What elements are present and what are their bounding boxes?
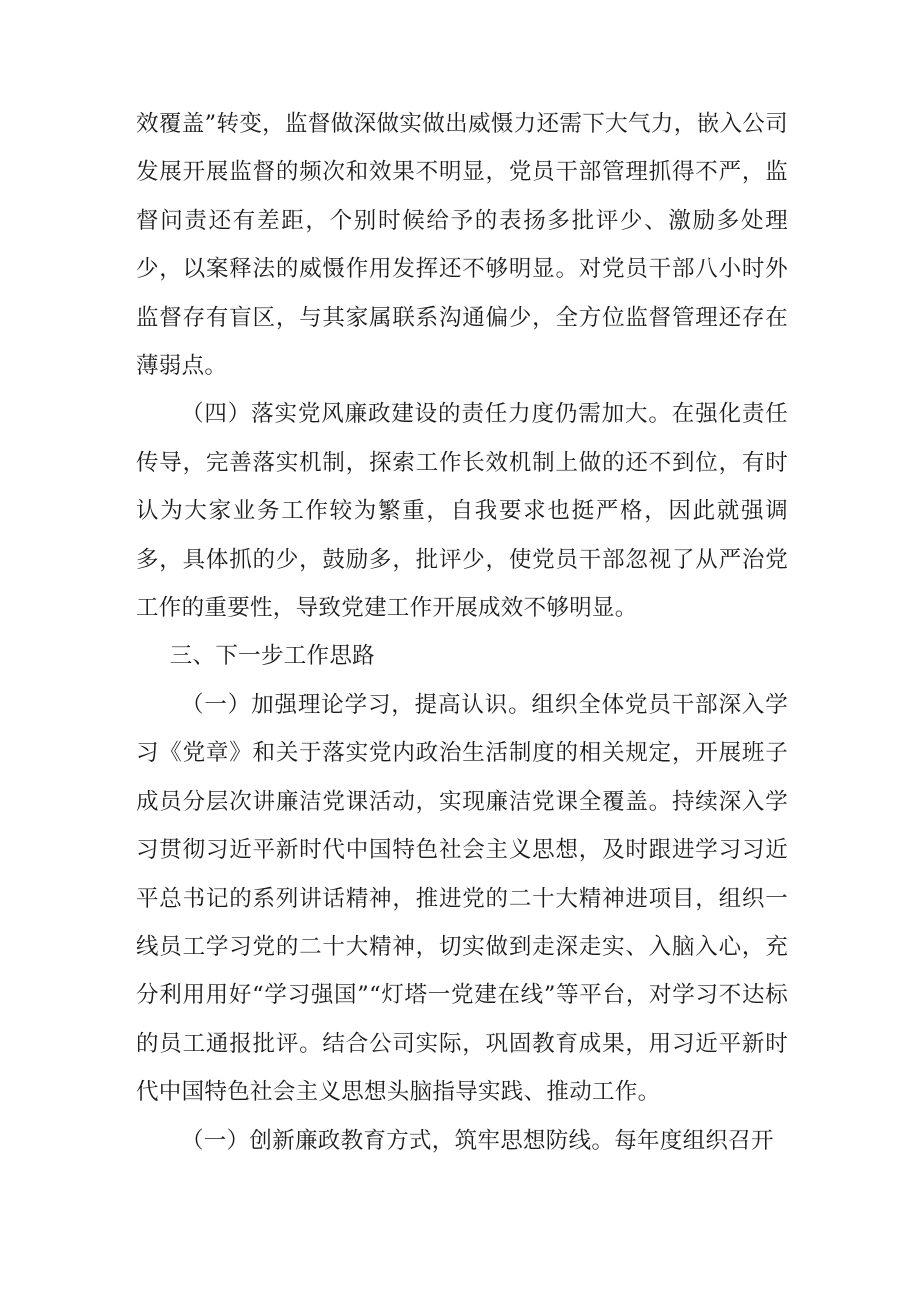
- section-heading-next-steps: 三、下一步工作思路: [169, 643, 375, 670]
- document-body: [136, 100, 788, 1165]
- paragraph-responsibility-four: （四）落实党风廉政建设的责任力度仍需加大。在强化责任传导，完善落实机制，探索工作长效机制上做的还不到位，有时认为大家业务工作较为繁重，自我要求也挺严格，因此就强调多，具体抓的少，鼓励多，批评少，使党员干部忽视了从严治党工作的重要性，导致党建工作开展成效不够明显。: [136, 401, 788, 622]
- paragraph-theory-study: （一）加强理论学习，提高认识。组织全体党员干部深入学习《党章》和关于落实党内政治生活制度的相关规定，开展班子成员分层次讲廉洁党课活动，实现廉洁党课全覆盖。持续深入学习贯彻习近平新时代中国特色社会主义思想，及时跟进学习习近平总书记的系列讲话精神，推进党的二十大精神进项目，组织一线员工学习党的二十大精神，切实做到走深走实、入脑入心，充分利用用好“学习强国”“灯塔一党建在线”等平台，对学习不达标的员工通报批评。结合公司实际，巩固教育成果，用习近平新时代中国特色社会主义思想头脑指导实践、推动工作。: [136, 691, 788, 1106]
- paragraph-supervision-gaps: 效覆盖”转变，监督做深做实做出威慑力还需下大气力，嵌入公司发展开展监督的频次和效果不明显，党员干部管理抓得不严，监督问责还有差距，个别时候给予的表扬多批评少、激励多处理少，以案释法的威慑作用发挥还不够明显。对党员干部八小时外监督存有盲区，与其家属联系沟通偏少，全方位监督管理还存在薄弱点。: [136, 111, 788, 380]
- paragraph-integrity-education: （一）创新廉政教育方式，筑牢思想防线。每年度组织召开: [181, 1127, 774, 1154]
